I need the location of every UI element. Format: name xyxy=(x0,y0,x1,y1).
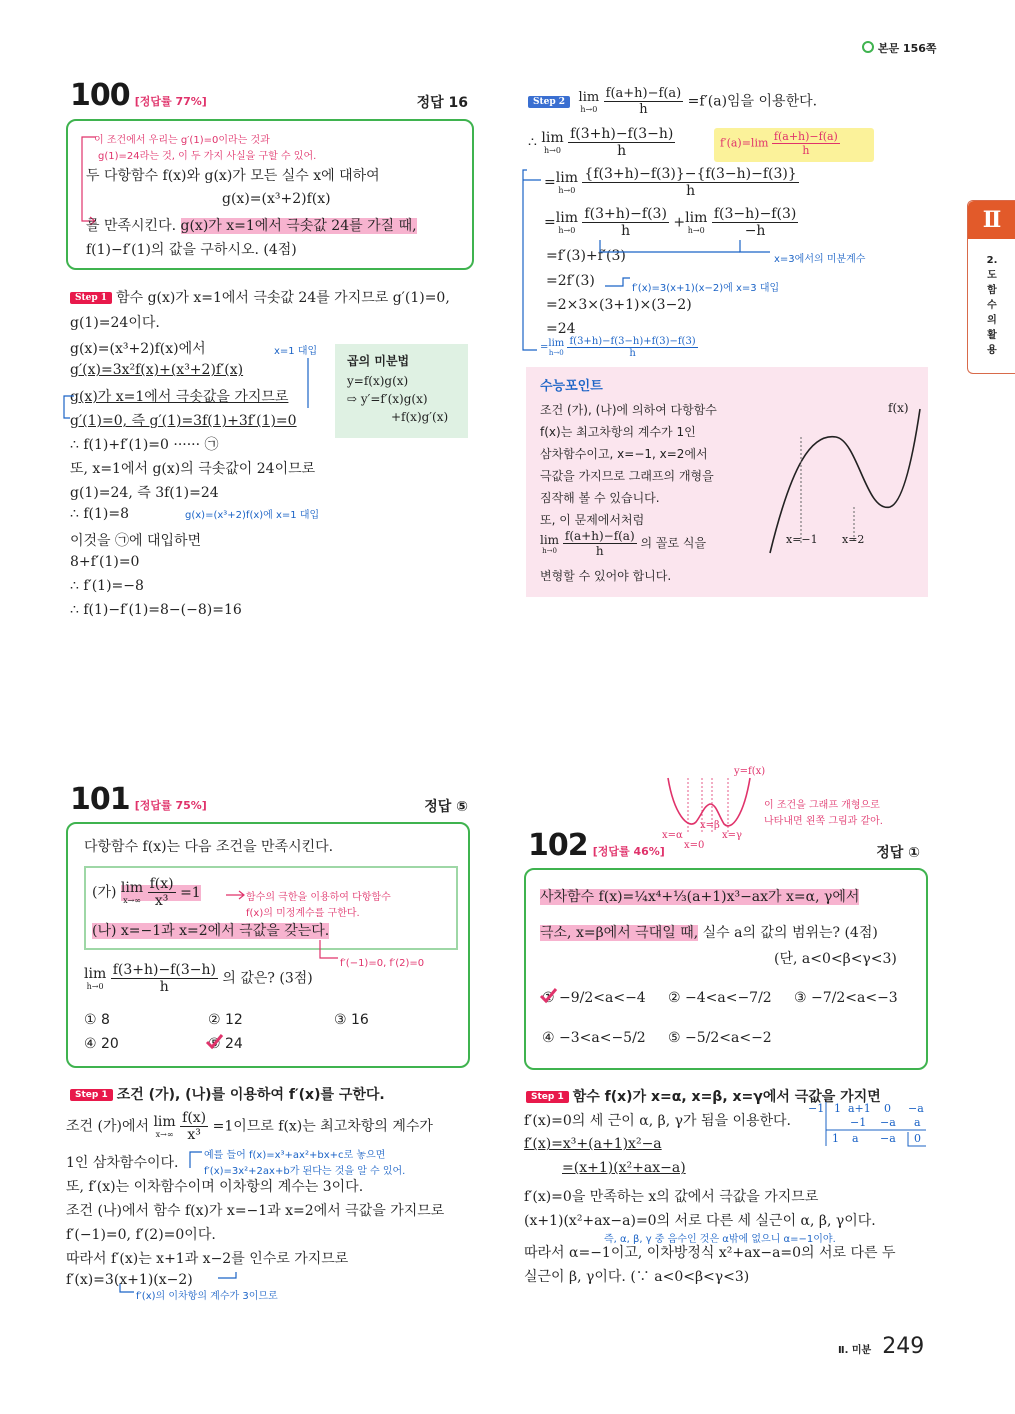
solution-line: 이것을 ㉠에 대입하면 xyxy=(70,533,202,549)
chapter-roman: Ⅱ xyxy=(968,201,1015,239)
hint-note: 이 조건에서 우리는 g′(1)=0이라는 것과 xyxy=(94,135,270,146)
numerator: f(a+h)−f(a) xyxy=(773,130,838,143)
check-mark-icon xyxy=(538,986,558,1006)
numerator: {f(3+h)−f(3)}−{f(3−h)−f(3)} xyxy=(584,166,797,182)
lim-sub: h→0 xyxy=(558,186,576,195)
page-number: 249 xyxy=(882,1334,925,1359)
choice[interactable]: ③ 16 xyxy=(334,1012,369,1028)
numerator: f(a+h)−f(a) xyxy=(605,86,682,101)
solution-line: g(x)가 x=1에서 극솟값을 가지므로 xyxy=(70,389,289,405)
denominator: h xyxy=(629,348,636,359)
synth-cell: 0 xyxy=(884,1102,891,1115)
choice[interactable]: ⑤ −5/2<a<−2 xyxy=(668,1030,772,1046)
synth-lines xyxy=(808,1102,926,1148)
denominator: x³ xyxy=(187,1127,201,1143)
condition-text: (나) x=−1과 x=2에서 극값을 갖는다. xyxy=(92,923,330,939)
solution-line: 실근이 β, γ이다. (∵ a<0<β<γ<3) xyxy=(524,1269,750,1285)
product-rule-line: y=f(x)g(x) xyxy=(347,374,409,388)
correct-rate: [정답률 46%] xyxy=(592,845,665,858)
solution-line: g′(x)=3x²f(x)+(x³+2)f′(x) xyxy=(70,362,244,378)
exam-tip-box xyxy=(526,367,928,597)
solution-line: 따라서 f′(x)는 x+1과 x−2를 인수로 가지므로 xyxy=(66,1251,349,1267)
answer-label: 정답 ⑤ xyxy=(424,799,468,815)
choice[interactable]: ② −4<a<−7/2 xyxy=(668,990,772,1006)
lim-sub: h→0 xyxy=(542,546,557,555)
question-text xyxy=(540,922,878,942)
numerator: f(a+h)−f(a) xyxy=(564,529,635,543)
question-condition: (단, a<0<β<γ<3) xyxy=(774,951,897,967)
condition-note: f(x)의 미정계수를 구한다. xyxy=(246,908,360,919)
choice[interactable]: ④ 20 xyxy=(84,1036,119,1052)
chapter-char: 의 xyxy=(987,315,997,326)
derivation-line: =24 xyxy=(546,321,576,337)
derivation-line: =f′(3)+f′(3) xyxy=(546,248,626,264)
solution-line: g(1)=24이다. xyxy=(70,315,160,331)
product-rule-line: ⇨ y′=f′(x)g(x) xyxy=(347,392,428,406)
lim-sub: x→∞ xyxy=(155,1130,174,1139)
synth-cell: −1 xyxy=(850,1116,867,1129)
solution-line: 1인 삼차함수이다. xyxy=(66,1155,179,1171)
graph-label: f(x) xyxy=(888,401,909,415)
solution-text: 조건 (가)에서 xyxy=(66,1118,149,1135)
solution-heading: 함수 f(x)가 x=α, x=β, x=γ에서 극값을 가지면 xyxy=(572,1089,881,1105)
solution-line: (x+1)(x²+ax−a)=0의 서로 다른 세 실근이 α, β, γ이다. xyxy=(524,1213,876,1229)
solution-note: g(x)=(x³+2)f(x)에 x=1 대입 xyxy=(185,510,320,521)
definition-lhs: f′(a)=lim xyxy=(720,136,769,150)
denominator: −h xyxy=(744,223,766,239)
step-badge: Step 2 xyxy=(528,96,570,108)
solution-line: g(1)=24, 즉 3f(1)=24 xyxy=(70,485,219,501)
lim-text: lim xyxy=(685,210,708,226)
question-text xyxy=(540,886,859,906)
derivation-note: x=3에서의 미분계수 xyxy=(774,254,866,265)
graph-x-label: x=−1 xyxy=(786,533,818,546)
derivation-note: f′(x)=3(x+1)(x−2)에 x=3 대입 xyxy=(632,283,780,294)
cubic-graph xyxy=(762,403,922,573)
problem-102-header xyxy=(528,828,922,863)
graph-label: y=f(x) xyxy=(734,766,766,777)
solution-line: ∴ f(1)+f′(1)=0 ······ ㉠ xyxy=(70,437,219,453)
synthetic-division xyxy=(808,1102,926,1148)
conditions-box xyxy=(84,866,458,950)
lim-text: lim xyxy=(540,532,560,547)
graph-x-label: x=α xyxy=(662,830,683,841)
numerator: f(3+h)−f(3) xyxy=(584,206,667,222)
solution-note: 예를 들어 f(x)=x³+ax²+bx+c로 놓으면 xyxy=(204,1150,386,1161)
question-highlight: g(x)가 x=1에서 극솟값 24를 가질 때, xyxy=(180,218,417,234)
problem-number: 101 xyxy=(70,782,130,817)
graph-x-label: x=γ xyxy=(722,830,742,841)
condition-ga xyxy=(92,876,201,909)
lim-sub: x→∞ xyxy=(123,896,141,905)
denominator: h xyxy=(802,144,810,157)
condition-label: (가) xyxy=(92,884,117,901)
solution-text: 함수 g(x)가 x=1에서 극솟값 24를 가지므로 g′(1)=0, xyxy=(116,290,450,306)
solution-note: f′(x)=3x²+2ax+b가 된다는 것을 알 수 있어. xyxy=(204,1166,406,1177)
condition-arrow xyxy=(226,890,246,900)
tip-line xyxy=(540,529,706,558)
page-footer xyxy=(838,1334,924,1359)
derivation-line: =lim h→0 $\frac{\{f(3+h)-f(3)\}-\{f(3-h)-f(3)\}}{h}$ xyxy=(544,166,797,199)
product-rule-title: 곱의 미분법 xyxy=(347,354,410,368)
denominator: h xyxy=(639,102,648,117)
problem-number: 102 xyxy=(528,828,588,863)
lim-sub: h→0 xyxy=(544,146,561,155)
question-highlight: 사차함수 f(x)=¼x⁴+⅓(a+1)x³−ax가 x=α, γ에서 xyxy=(540,889,860,905)
choice[interactable]: ② 12 xyxy=(208,1012,243,1028)
fraction xyxy=(148,876,176,909)
problem-number: 100 xyxy=(70,78,130,113)
choice[interactable]: ④ −3<a<−5/2 xyxy=(542,1030,646,1046)
chapter-char: 2. xyxy=(986,255,998,266)
solution-line: f′(x)=x³+(a+1)x²−a xyxy=(524,1136,662,1152)
graph-x-label: x=0 xyxy=(684,840,705,851)
lim-text: lim xyxy=(555,210,578,226)
graph-note: 이 조건을 그래프 개형으로 xyxy=(764,800,880,811)
question-text-part: 의 값은? (3점) xyxy=(222,970,313,987)
numerator: f(3+h)−f(3−h) xyxy=(570,126,674,142)
condition-note: f′(−1)=0, f′(2)=0 xyxy=(340,958,425,969)
limit-symbol xyxy=(84,966,106,991)
derivation-line: =2f′(3) xyxy=(546,273,595,289)
fraction xyxy=(604,86,684,117)
product-rule-box xyxy=(335,344,468,438)
solution-line: g(x)=(x³+2)f(x)에서 xyxy=(70,341,206,357)
solution-note: 즉, α, β, γ 중 음수인 것은 α밖에 없으니 α=−1이야. xyxy=(604,1234,836,1245)
solution-arrow xyxy=(58,354,318,424)
circle-icon xyxy=(862,41,874,53)
solution-arrow xyxy=(186,1148,206,1170)
condition-formula xyxy=(120,876,201,909)
page-ref xyxy=(862,40,937,56)
question-text: 두 다항함수 f(x)와 g(x)가 모든 실수 x에 대하여 xyxy=(86,168,380,184)
tip-line: 또, 이 문제에서처럼 xyxy=(540,513,645,527)
tip-line: f(x)는 최고차항의 계수가 1인 xyxy=(540,425,696,439)
tip-text: 의 꼴로 식을 xyxy=(640,536,707,550)
chapter-char: 함 xyxy=(987,285,997,296)
tip-title: 수능포인트 xyxy=(540,379,603,394)
lim-sub: h→0 xyxy=(580,104,598,114)
problem-102-box xyxy=(524,868,928,1070)
synth-cell: a xyxy=(914,1116,921,1129)
correct-rate: [정답률 75%] xyxy=(134,799,207,812)
synth-cell: a xyxy=(852,1132,859,1145)
choice-selected[interactable]: ① −9/2<a<−4 xyxy=(542,990,646,1006)
limit-symbol xyxy=(121,880,143,905)
limit-symbol xyxy=(153,1114,175,1139)
graph-x-label: x=2 xyxy=(842,533,865,546)
limit-symbol xyxy=(579,90,600,114)
check-mark-icon xyxy=(204,1032,224,1052)
chapter-tab xyxy=(967,200,1015,374)
tip-line: 조건 (가), (나)에 의하여 다항함수 xyxy=(540,403,717,417)
step2-heading xyxy=(528,86,817,117)
problem-100-header xyxy=(70,78,470,113)
synth-cell: −1 xyxy=(808,1102,825,1115)
lim-text: lim xyxy=(120,880,144,896)
denominator: x³ xyxy=(154,893,169,909)
denominator: h xyxy=(686,183,696,199)
synth-cell: a+1 xyxy=(848,1102,871,1115)
numerator: f(3+h)−f(3−h) xyxy=(112,962,216,978)
product-rule-line: +f(x)g′(x) xyxy=(391,410,449,424)
denominator: h xyxy=(595,544,604,558)
question-text xyxy=(84,962,313,995)
derivation-line: =2×3×(3+1)×(3−2) xyxy=(546,297,692,313)
solution-line: 따라서 α=−1이고, 이차방정식 x²+ax−a=0의 서로 다른 두 xyxy=(524,1245,896,1261)
question-formula: g(x)=(x³+2)f(x) xyxy=(222,191,331,207)
fraction xyxy=(563,529,637,558)
chapter-char: 활 xyxy=(987,330,997,341)
solution-line: f′(−1)=0, f′(2)=0이다. xyxy=(66,1227,216,1243)
numerator: f(3−h)−f(3) xyxy=(713,206,797,222)
solution-line: 조건 (나)에서 함수 f(x)가 x=−1과 x=2에서 극값을 가지므로 xyxy=(66,1203,445,1219)
solution-line: f′(x)=3(x+1)(x−2) xyxy=(66,1272,193,1288)
lim-text: lim xyxy=(548,338,565,349)
graph-x-label: x=β xyxy=(700,820,720,831)
condition-arrow xyxy=(318,940,342,964)
fraction xyxy=(180,1110,208,1143)
page-ref-text: 본문 156쪽 xyxy=(877,42,937,55)
solution-line: 또, x=1에서 g(x)의 극솟값이 24이므로 xyxy=(70,461,316,477)
question-text xyxy=(86,215,417,235)
solution-line: 또, f′(x)는 이차함수이며 이차항의 계수는 3이다. xyxy=(66,1179,364,1195)
tip-line: 극값을 가지므로 그래프의 개형을 xyxy=(540,469,714,483)
condition-na xyxy=(92,920,329,940)
lim-text: lim xyxy=(541,130,564,146)
chapter-char: 용 xyxy=(987,345,997,356)
synth-cell: −a xyxy=(908,1102,924,1115)
solution-line xyxy=(70,287,450,307)
solution-note: f′(x)의 이차항의 계수가 3이므로 xyxy=(136,1291,278,1302)
chapter-char: 수 xyxy=(987,300,997,311)
problem-101-box xyxy=(66,822,470,1068)
solution-line: ∴ f(1)−f′(1)=8−(−8)=16 xyxy=(70,602,242,618)
synth-cell: 0 xyxy=(914,1132,921,1145)
step-badge: Step 1 xyxy=(70,1089,113,1101)
numerator: f(x) xyxy=(182,1110,207,1126)
lim-sub: h→0 xyxy=(548,349,564,357)
solution-line xyxy=(70,1084,385,1104)
solution-line: f′(x)=0을 만족하는 x의 값에서 극값을 가지므로 xyxy=(524,1189,819,1205)
condition-note: 함수의 극한을 이용하여 다항함수 xyxy=(246,892,391,903)
problem-101-header xyxy=(70,782,470,817)
step-badge: Step 1 xyxy=(70,292,112,304)
choice[interactable]: ③ −7/2<a<−3 xyxy=(794,990,898,1006)
solution-line: g′(1)=0, 즉 g′(1)=3f(1)+3f′(1)=0 xyxy=(70,413,297,429)
numerator: f(3+h)−f(3−h)+f(3)−f(3) xyxy=(569,336,696,347)
denominator: h xyxy=(617,143,627,159)
footer-section: Ⅱ. 미분 xyxy=(838,1345,872,1356)
numerator: f(x) xyxy=(149,876,174,892)
derivation-line: =lim h→0 $\frac{f(3+h)-f(3)}{h}$ +lim h→0 $\frac{f(3-h)-f(3)}{-h}$ xyxy=(544,206,797,239)
derivation-line: =lim h→0 $\frac{f(3+h)-f(3-h)+f(3)-f(3)}{h}$ xyxy=(540,336,696,359)
synth-cell: −a xyxy=(880,1116,896,1129)
chapter-title xyxy=(982,253,1002,358)
tip-line: 짐작해 볼 수 있습니다. xyxy=(540,491,660,505)
question-text: f(1)−f′(1)의 값을 구하시오. (4점) xyxy=(86,242,297,258)
choice-selected[interactable]: ⑤ 24 xyxy=(208,1036,243,1052)
solution-arrow xyxy=(118,1266,242,1298)
question-text-part: 실수 a의 값의 범위는? (4점) xyxy=(702,925,878,941)
denominator: h xyxy=(159,979,169,995)
condition-rhs: =1 xyxy=(180,884,201,901)
solution-line xyxy=(66,1110,433,1143)
chapter-char: 도 xyxy=(987,270,997,281)
solution-line: =(x+1)(x²+ax−a) xyxy=(562,1160,686,1176)
problem-100-box xyxy=(66,119,474,270)
synth-cell: 1 xyxy=(832,1132,839,1145)
solution-line: f′(x)=0의 세 근이 α, β, γ가 됨을 이용한다. xyxy=(524,1113,791,1129)
lim-sub: h→0 xyxy=(86,982,104,991)
question-text-part: 를 만족시킨다. xyxy=(86,218,177,234)
answer-label: 정답 16 xyxy=(416,95,468,111)
lim-text: lim xyxy=(84,966,107,982)
question-text: 다항함수 f(x)는 다음 조건을 만족시킨다. xyxy=(84,839,334,855)
lim-text: lim xyxy=(555,170,578,186)
derivation-arrows xyxy=(515,140,875,360)
solution-heading: 조건 (가), (나)를 이용하여 f′(x)를 구한다. xyxy=(116,1087,385,1103)
therefore-symbol: ∴ xyxy=(528,134,537,151)
choice[interactable]: ① 8 xyxy=(84,1012,110,1028)
solution-line: ∴ f(1)=8 xyxy=(70,506,130,522)
denominator: h xyxy=(621,223,631,239)
hint-note: g(1)=24라는 것, 이 두 가지 사실을 구할 수 있어. xyxy=(98,151,317,162)
question-highlight: 극소, x=β에서 극대일 때, xyxy=(540,925,699,941)
heading-text: =f′(a)임을 이용한다. xyxy=(687,93,818,110)
step-badge: Step 1 xyxy=(526,1091,569,1103)
fraction xyxy=(111,962,218,995)
solution-line: ∴ f′(1)=−8 xyxy=(70,578,144,594)
lim-sub: h→0 xyxy=(558,226,576,235)
lim-sub: h→0 xyxy=(687,226,705,235)
answer-label: 정답 ① xyxy=(876,845,920,861)
graph-note: 나타내면 왼쪽 그림과 같아. xyxy=(764,816,883,827)
synth-cell: 1 xyxy=(834,1102,841,1115)
solution-note: x=1 대입 xyxy=(274,346,318,357)
tip-line: 삼차함수이고, x=−1, x=2에서 xyxy=(540,447,708,461)
limit-symbol xyxy=(540,533,559,555)
solution-text: =1이므로 f(x)는 최고차항의 계수가 xyxy=(212,1118,433,1135)
solution-line: 8+f′(1)=0 xyxy=(70,554,140,570)
tip-line: 변형할 수 있어야 합니다. xyxy=(540,569,672,583)
lim-text: lim xyxy=(153,1114,176,1130)
correct-rate: [정답률 77%] xyxy=(134,95,207,108)
lim-text: lim xyxy=(578,89,600,105)
synth-cell: −a xyxy=(880,1132,896,1145)
